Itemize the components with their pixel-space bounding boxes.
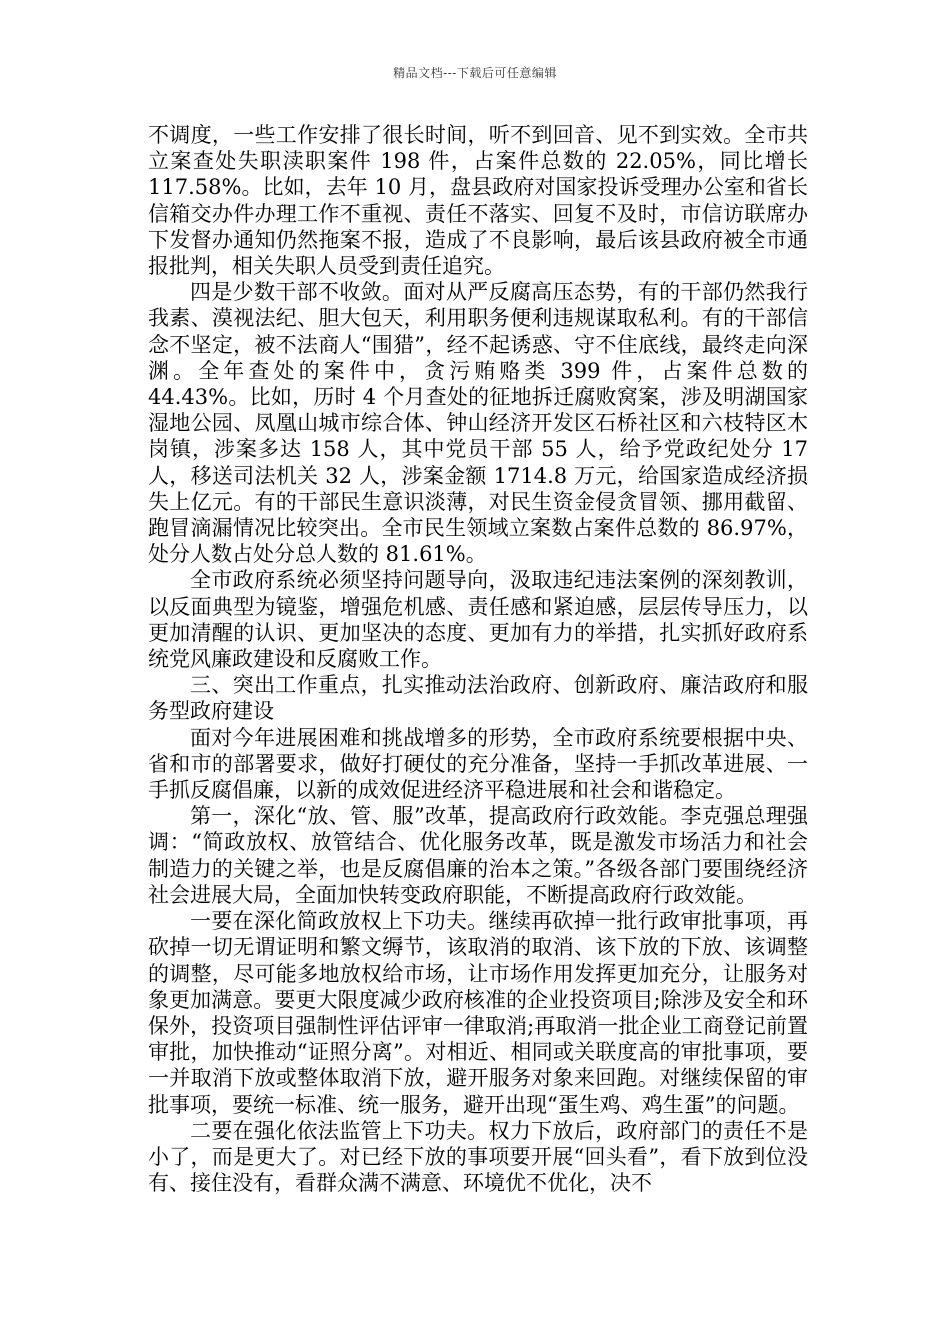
paragraph: 全市政府系统必须坚持问题导向，汲取违纪违法案例的深刻教训，以反面典型为镜鉴，增强危机感、责任感和紧迫感，层层传导压力，以更加清醒的认识、更加坚决的态度、更加有力的举措，扎实抓好政府系统党风廉政建设和反腐败工作。 [148,568,808,672]
paragraph: 一要在深化简政放权上下功夫。继续再砍掉一批行政审批事项，再砍掉一切无谓证明和繁文缛节，该取消的取消、该下放的下放、该调整的调整，尽可能多地放权给市场，让市场作用发挥更加充分，让服务对象更加满意。要更大限度减少政府核准的企业投资项目;除涉及安全和环保外，投资项目强制性评估评审一律取消;再取消一批企业工商登记前置审批，加快推动“证照分离”。对相近、相同或关联度高的审批事项，要一并取消下放或整体取消下放，避开服务对象来回跑。对继续保留的审批事项，要统一标准、统一服务，避开出现“蛋生鸡、鸡生蛋”的问题。 [148,909,808,1117]
section-heading: 三、突出工作重点，扎实推动法治政府、创新政府、廉洁政府和服务型政府建设 [148,673,808,724]
paragraph: 四是少数干部不收敛。面对从严反腐高压态势，有的干部仍然我行我素、漠视法纪、胆大包天，利用职务便利违规谋取私利。有的干部信念不坚定，被不法商人“围猎”，经不起诱惑、守不住底线，最终走向深渊。全年查处的案件中，贪污贿赂类 399 件，占案件总数的 44.43%。比如，历时 4 个月查处的征地拆迁腐败窝案，涉及明湖国家湿地公园、凤凰山城市综合体、钟山经济开发区石桥社区和六枝特区木岗镇，涉案多达 158 人，其中党员干部 55 人，给予党政纪处分 17 人，移送司法机关 32 人，涉案金额 1714.8 万元，给国家造成经济损失上亿元。有的干部民生意识淡薄，对民生资金侵贪冒领、挪用截留、跑冒滴漏情况比较突出。全市民生领域立案数占案件总数的 86.97%，处分人数占处分总人数的 81.61%。 [148,280,808,567]
page-header: 精品文档---下载后可任意编辑 [393,66,557,80]
document-body [148,122,808,1196]
paragraph: 第一，深化“放、管、服”改革，提高政府行政效能。李克强总理强调：“简政放权、放管结合、优化服务改革，既是激发市场活力和社会制造力的关键之举，也是反腐倡廉的治本之策。”各级各部门要围绕经济社会进展大局，全面加快转变政府职能，不断提高政府行政效能。 [148,804,808,907]
paragraph: 面对今年进展困难和挑战增多的形势，全市政府系统要根据中央、省和市的部署要求，做好打硬仗的充分准备，坚持一手抓改革进展、一手抓反腐倡廉，以新的成效促进经济平稳进展和社会和谐稳定。 [148,725,808,803]
paragraph: 二要在强化依法监管上下功夫。权力下放后，政府部门的责任不是小了，而是更大了。对已经下放的事项要开展“回头看”，看下放到位没有、接住没有，看群众满不满意、环境优不优化，决不 [148,1118,808,1196]
paragraph: 不调度，一些工作安排了很长时间，听不到回音、见不到实效。全市共立案查处失职渎职案件 198 件，占案件总数的 22.05%，同比增长 117.58%。比如，去年 10 月，盘县政府对国家投诉受理办公室和省长信箱交办件办理工作不重视、责任不落实、回复不及时，市信访联席办下发督办通知仍然拖案不报，造成了不良影响，最后该县政府被全市通报批判，相关失职人员受到责任追究。 [148,123,808,279]
